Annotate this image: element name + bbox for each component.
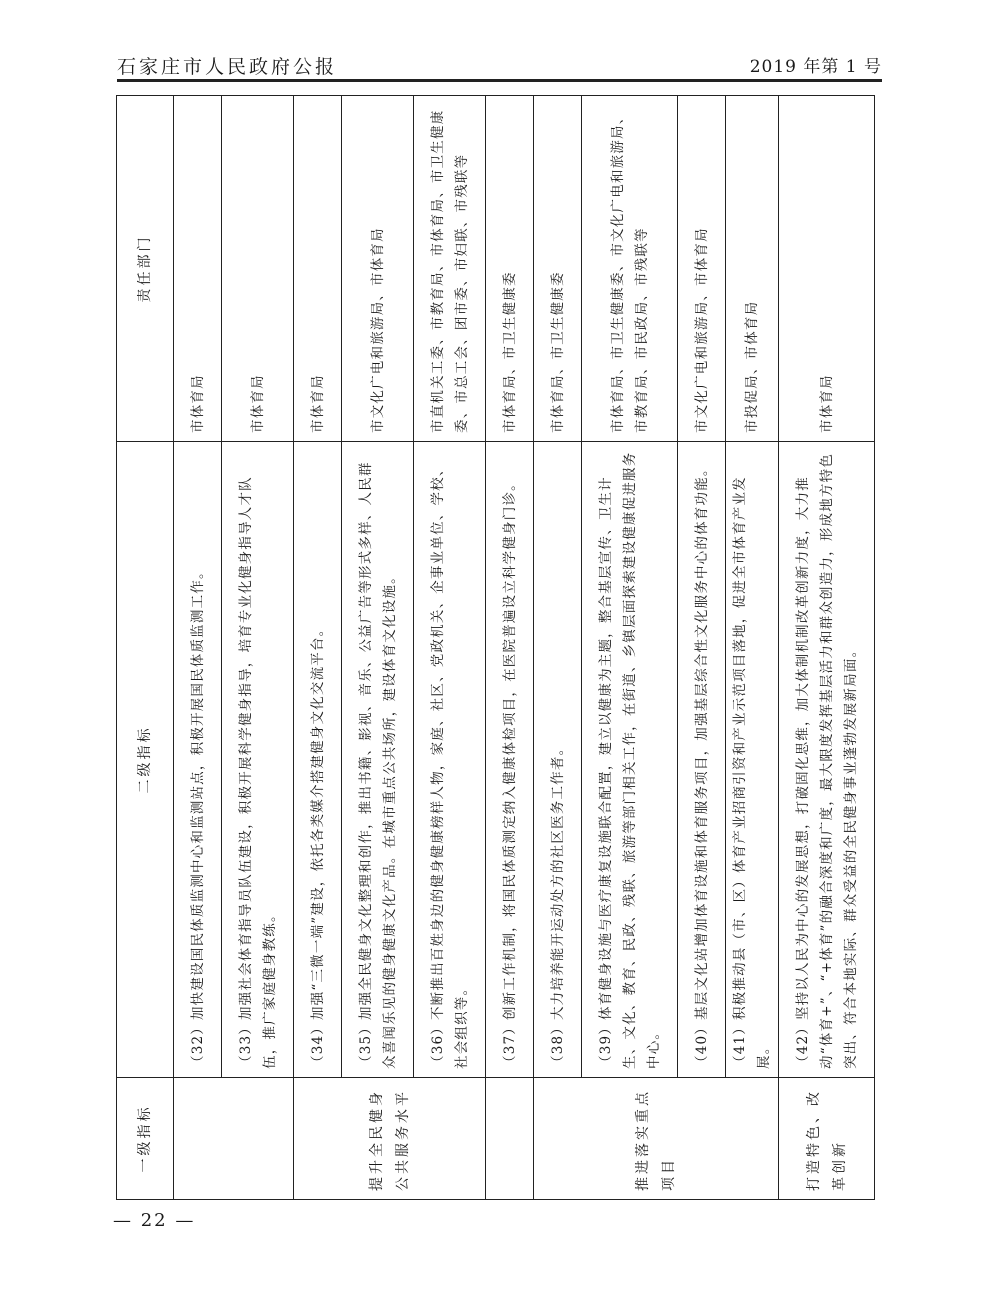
responsible-dept-cell: 市文化广电和旅游局、市体育局 xyxy=(342,96,414,442)
table-row xyxy=(582,96,678,1200)
indicator-table xyxy=(116,95,875,1200)
publication-title: 石家庄市人民政府公报 xyxy=(117,56,338,78)
table-header-row xyxy=(117,96,174,1200)
level2-indicator-cell: （36）不断推出百姓身边的健身健康榜样人物，家庭、社区、党政机关、企事业单位、学校、社会组织等。 xyxy=(414,442,486,1078)
page-header xyxy=(117,48,882,78)
level1-indicator-cell: 提升全民健身公共服务水平 xyxy=(294,1078,486,1200)
responsible-dept-cell: 市体育局 xyxy=(294,96,342,442)
table-row xyxy=(174,96,222,1200)
level2-indicator-cell: （35）加强全民健身文化整理和创作，推出书籍、影视、音乐、公益广告等形式多样、人民群众喜闻乐见的健身健康文化产品。在城市重点公共场所，建设体育文化设施。 xyxy=(342,442,414,1078)
table-row xyxy=(342,96,414,1200)
table-row xyxy=(222,96,294,1200)
responsible-dept-cell: 市直机关工委、市教育局、市体育局、市卫生健康委、市总工会、团市委、市妇联、市残联等 xyxy=(414,96,486,442)
level2-indicator-cell: （41）积极推动县（市、区）体育产业招商引资和产业示范项目落地，促进全市体育产业发展。 xyxy=(726,442,779,1078)
table-row xyxy=(534,96,582,1200)
level1-indicator-cell: 推进落实重点项目 xyxy=(534,1078,779,1200)
column-header-dept: 责任部门 xyxy=(117,96,174,442)
level2-indicator-cell: （33）加强社会体育指导员队伍建设，积极开展科学健身指导，培育专业化健身指导人才队伍，推广家庭健身教练。 xyxy=(222,442,294,1078)
page-number: — 22 — xyxy=(113,1210,196,1231)
level2-indicator-cell: （39）体育健身设施与医疗康复设施联合配置，建立以健康为主题，整合基层宣传、卫生计生、文化、教育、民政、残联、旅游等部门相关工作，在街道、乡镇层面探索建设健康促进服务中心。 xyxy=(582,442,678,1078)
level1-indicator-cell xyxy=(486,1078,534,1200)
responsible-dept-cell: 市体育局、市卫生健康委 xyxy=(534,96,582,442)
table-row xyxy=(678,96,726,1200)
level2-indicator-cell: （40）基层文化站增加体育设施和体育服务项目，加强基层综合性文化服务中心的体育功能。 xyxy=(678,442,726,1078)
level2-indicator-cell: （32）加快建设国民体质监测中心和监测站点，积极开展国民体质监测工作。 xyxy=(174,442,222,1078)
level2-indicator-cell: （37）创新工作机制，将国民体质测定纳入健康体检项目，在医院普遍设立科学健身门诊。 xyxy=(486,442,534,1078)
table-row xyxy=(486,96,534,1200)
level2-indicator-cell: （38）大力培养能开运动处方的社区医务工作者。 xyxy=(534,442,582,1078)
table-row xyxy=(726,96,779,1200)
issue-number: 2019 年第 1 号 xyxy=(749,57,882,77)
responsible-dept-cell: 市体育局 xyxy=(779,96,875,442)
level1-indicator-cell xyxy=(174,1078,294,1200)
level2-indicator-cell: （42）坚持以人民为中心的发展思想，打破固化思维，加大体制机制改革创新力度，大力推动“体育+”、“+体育”的融合深度和广度，最大限度发挥基层活力和群众创造力，形成地方特色突出、符合本地实际、群众受益的全民健身事业蓬勃发展新局面。 xyxy=(779,442,875,1078)
table-row xyxy=(414,96,486,1200)
responsible-dept-cell: 市体育局、市卫生健康委 xyxy=(486,96,534,442)
responsible-dept-cell: 市投促局、市体育局 xyxy=(726,96,779,442)
responsible-dept-cell: 市体育局、市卫生健康委、市文化广电和旅游局、市教育局、市民政局、市残联等 xyxy=(582,96,678,442)
column-header-level1: 一级指标 xyxy=(117,1078,174,1200)
responsible-dept-cell: 市文化广电和旅游局、市体育局 xyxy=(678,96,726,442)
level1-indicator-cell: 打造特色、改革创新 xyxy=(779,1078,875,1200)
level2-indicator-cell: （34）加强“三微一端”建设，依托各类媒介搭建健身文化交流平台。 xyxy=(294,442,342,1078)
rotated-table-block xyxy=(116,96,859,1200)
table-row xyxy=(294,96,342,1200)
responsible-dept-cell: 市体育局 xyxy=(174,96,222,442)
column-header-level2: 二级指标 xyxy=(117,442,174,1078)
table-row xyxy=(779,96,875,1200)
responsible-dept-cell: 市体育局 xyxy=(222,96,294,442)
header-rule xyxy=(117,79,882,82)
